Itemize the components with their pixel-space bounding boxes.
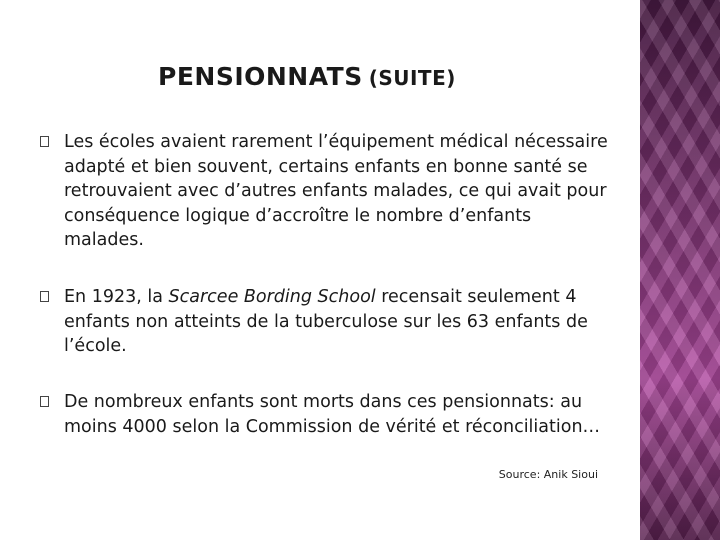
slide-title: [158, 62, 456, 91]
bullet-box-icon: [40, 396, 49, 407]
bullet-box-icon: [40, 136, 49, 147]
title-main: PENSIONNATS: [158, 62, 363, 91]
bullet-text: [64, 285, 609, 359]
bullet-box-icon: [40, 291, 49, 302]
title-sub: (SUITE): [368, 66, 456, 90]
bullet-text: De nombreux enfants sont morts dans ces pensionnats: au moins 4000 selon la Commission de vérité et réconciliation…: [64, 392, 601, 437]
school-name: Scarcee Bording School: [168, 287, 376, 307]
bullet-text-before: En 1923, la: [64, 287, 169, 307]
decorative-sidebar: [640, 0, 720, 540]
source-citation: Source: Anik Sioui: [498, 468, 598, 481]
bullet-text: Les écoles avaient rarement l’équipement médical nécessaire adapté et bien souvent, certains enfants en bonne santé se retrouvaient avec d’autres enfants malades, ce qui avait pour conséquence logique d’accroître le nombre d’enfants malades.: [64, 132, 608, 250]
bullet-text-after: recensait seulement 4 enfants non atteints de la tuberculose sur les 63 enfants de l’école.: [64, 287, 588, 356]
